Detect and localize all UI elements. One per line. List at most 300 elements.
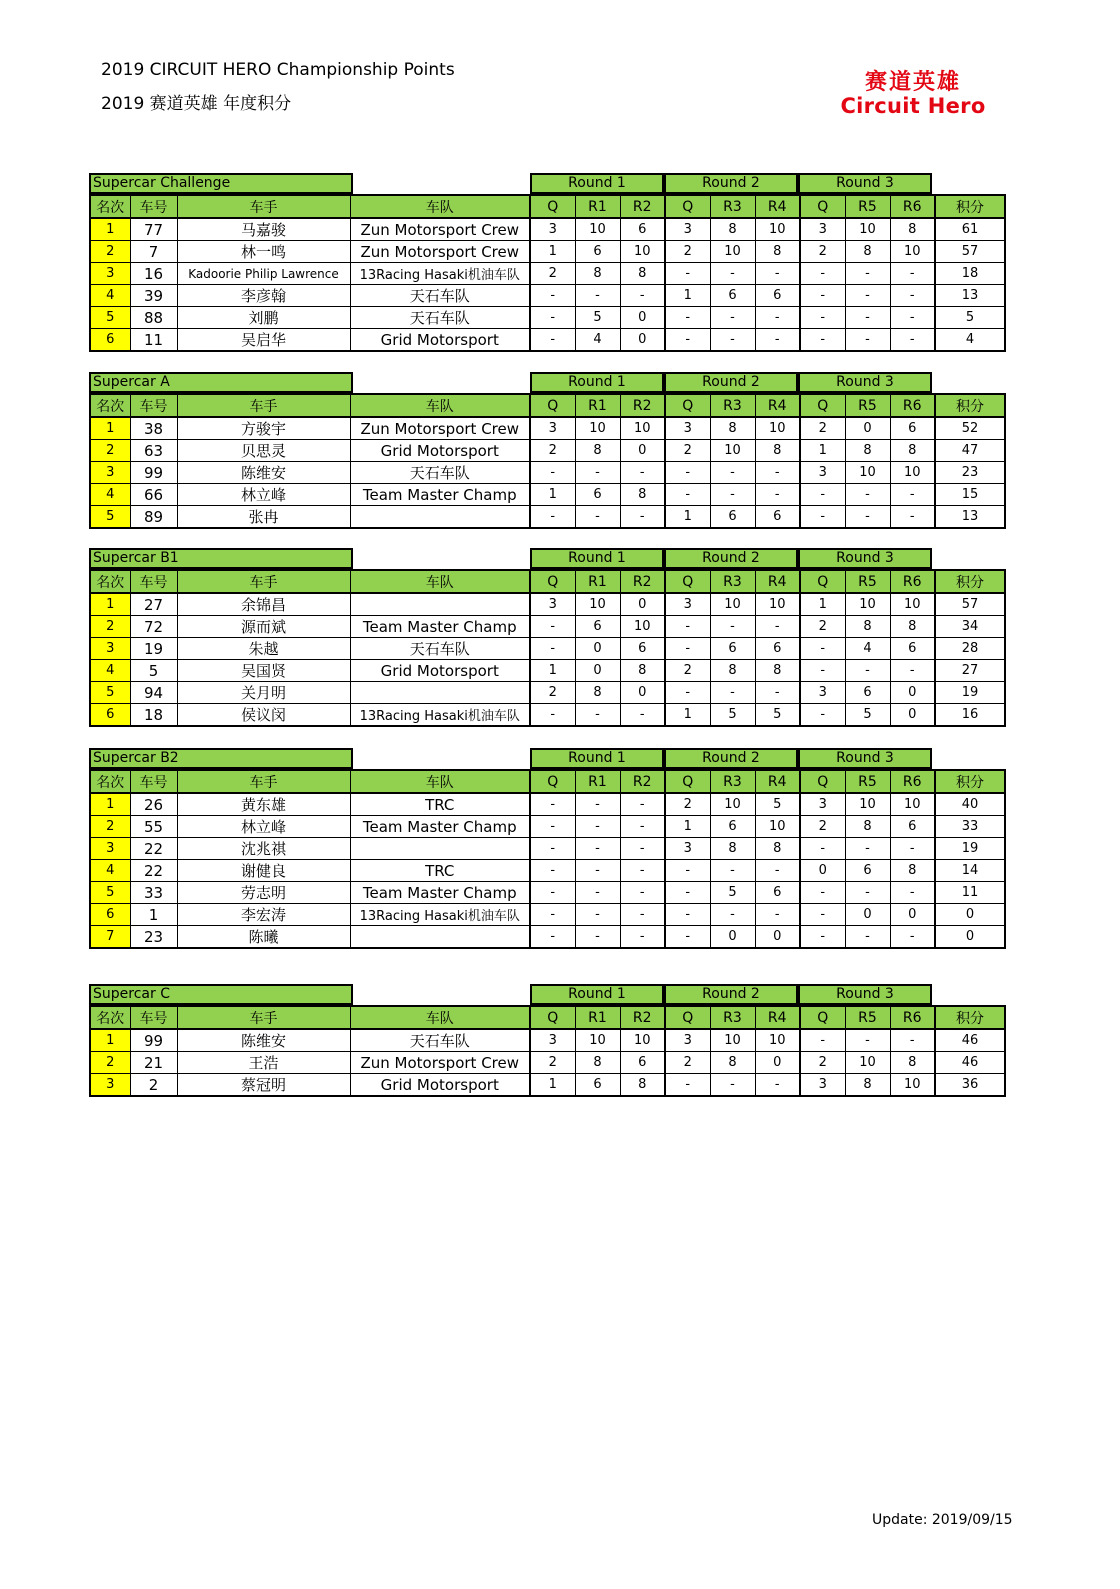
r3-cell: 6 [710,638,755,660]
team-cell: Grid Motorsport [350,660,530,682]
q1-cell: 2 [530,263,575,285]
q1-cell: - [530,638,575,660]
col-team-header: 车队 [350,1006,530,1029]
points-cell: 27 [935,660,1005,682]
col-q-header: Q [530,394,575,417]
car-number-cell: 11 [130,329,177,352]
r5-cell: - [845,926,890,949]
position-cell: 1 [90,218,130,241]
team-cell [350,506,530,529]
standings-section [89,748,1004,949]
r2-cell: - [620,838,665,860]
r3-cell: - [710,616,755,638]
col-q-header: Q [800,570,845,593]
table-row [90,616,1005,638]
r2-cell: - [620,462,665,484]
r6-cell: 10 [890,1074,935,1097]
r6-cell: - [890,660,935,682]
section-header [89,748,1004,769]
r6-cell: - [890,285,935,307]
col-team-header: 车队 [350,770,530,793]
q2-cell: 2 [665,440,710,462]
r2-cell: - [620,904,665,926]
col-q-header: Q [530,770,575,793]
q3-cell: 2 [800,816,845,838]
table-row [90,484,1005,506]
col-q-header: Q [530,195,575,218]
col-r4-header: R4 [755,770,800,793]
r1-cell: 6 [575,241,620,263]
section-header [89,548,1004,569]
team-cell [350,593,530,616]
points-cell: 57 [935,241,1005,263]
col-driver-header: 车手 [177,570,350,593]
points-cell: 18 [935,263,1005,285]
position-cell: 6 [90,329,130,352]
q1-cell: - [530,860,575,882]
table-row [90,241,1005,263]
round-3-header: Round 3 [798,372,932,393]
car-number-cell: 39 [130,285,177,307]
table-row [90,660,1005,682]
q2-cell: 3 [665,593,710,616]
r3-cell: - [710,484,755,506]
col-r2-header: R2 [620,770,665,793]
driver-cell: 李彦翰 [177,285,350,307]
table-row [90,904,1005,926]
q2-cell: - [665,329,710,352]
points-cell: 52 [935,417,1005,440]
r1-cell: - [575,816,620,838]
r1-cell: 8 [575,263,620,285]
driver-cell: 刘鹏 [177,307,350,329]
r5-cell: - [845,506,890,529]
team-cell: Zun Motorsport Crew [350,241,530,263]
r4-cell: 6 [755,638,800,660]
position-cell: 2 [90,1052,130,1074]
team-cell: 天石车队 [350,638,530,660]
driver-cell: 林立峰 [177,484,350,506]
round-1-header: Round 1 [530,372,664,393]
col-num-header: 车号 [130,1006,177,1029]
r4-cell: 8 [755,660,800,682]
driver-cell: 马嘉骏 [177,218,350,241]
r6-cell: 8 [890,616,935,638]
r5-cell: 6 [845,682,890,704]
round-3-header: Round 3 [798,748,932,769]
r3-cell: - [710,307,755,329]
r6-cell: - [890,329,935,352]
r5-cell: 0 [845,417,890,440]
car-number-cell: 99 [130,462,177,484]
col-r4-header: R4 [755,394,800,417]
q1-cell: - [530,704,575,727]
q3-cell: - [800,506,845,529]
col-r6-header: R6 [890,570,935,593]
r3-cell: - [710,1074,755,1097]
table-row [90,1052,1005,1074]
r5-cell: - [845,285,890,307]
q1-cell: 1 [530,660,575,682]
position-cell: 1 [90,793,130,816]
r2-cell: 0 [620,682,665,704]
q3-cell: - [800,1029,845,1052]
q1-cell: - [530,307,575,329]
team-cell: Zun Motorsport Crew [350,417,530,440]
driver-cell: 余锦昌 [177,593,350,616]
r4-cell: 0 [755,1052,800,1074]
table-row [90,682,1005,704]
col-points-header: 积分 [935,570,1005,593]
col-r6-header: R6 [890,1006,935,1029]
r5-cell: - [845,882,890,904]
r5-cell: 8 [845,440,890,462]
position-cell: 6 [90,904,130,926]
driver-cell: 贝思灵 [177,440,350,462]
team-cell: Grid Motorsport [350,1074,530,1097]
q3-cell: - [800,838,845,860]
q3-cell: - [800,307,845,329]
r6-cell: 6 [890,638,935,660]
points-cell: 19 [935,682,1005,704]
r6-cell: 6 [890,417,935,440]
col-q-header: Q [665,394,710,417]
r4-cell: 6 [755,285,800,307]
r2-cell: 8 [620,484,665,506]
q1-cell: - [530,329,575,352]
driver-cell: 吴启华 [177,329,350,352]
q2-cell: - [665,882,710,904]
round-1-header: Round 1 [530,548,664,569]
q1-cell: 3 [530,593,575,616]
col-r3-header: R3 [710,570,755,593]
r3-cell: 6 [710,816,755,838]
team-cell: Team Master Champ [350,484,530,506]
car-number-cell: 26 [130,793,177,816]
r6-cell: 10 [890,241,935,263]
r2-cell: 0 [620,307,665,329]
points-cell: 5 [935,307,1005,329]
q2-cell: 1 [665,816,710,838]
round-3-header: Round 3 [798,173,932,194]
position-cell: 5 [90,307,130,329]
col-r1-header: R1 [575,394,620,417]
col-r2-header: R2 [620,195,665,218]
q1-cell: - [530,506,575,529]
table-row [90,218,1005,241]
points-cell: 40 [935,793,1005,816]
q3-cell: 2 [800,417,845,440]
standings-section [89,548,1004,727]
table-header-row [90,570,1005,593]
q3-cell: 2 [800,616,845,638]
standings-table [89,194,1006,352]
points-cell: 46 [935,1029,1005,1052]
car-number-cell: 5 [130,660,177,682]
points-cell: 28 [935,638,1005,660]
r1-cell: - [575,882,620,904]
team-cell: 13Racing Hasaki机油车队 [350,904,530,926]
q2-cell: 3 [665,218,710,241]
r3-cell: 5 [710,882,755,904]
r1-cell: 10 [575,218,620,241]
q2-cell: 2 [665,241,710,263]
table-row [90,704,1005,727]
section-header [89,372,1004,393]
q1-cell: - [530,904,575,926]
col-r4-header: R4 [755,1006,800,1029]
q2-cell: - [665,904,710,926]
col-driver-header: 车手 [177,1006,350,1029]
q2-cell: 3 [665,1029,710,1052]
table-row [90,816,1005,838]
col-r5-header: R5 [845,770,890,793]
position-cell: 3 [90,638,130,660]
points-cell: 57 [935,593,1005,616]
table-row [90,838,1005,860]
points-cell: 13 [935,285,1005,307]
category-label: Supercar A [89,372,353,393]
r6-cell: 8 [890,1052,935,1074]
standings-section [89,173,1004,352]
r2-cell: 0 [620,440,665,462]
round-2-header: Round 2 [664,984,798,1005]
driver-cell: 劳志明 [177,882,350,904]
col-r1-header: R1 [575,770,620,793]
r6-cell: - [890,506,935,529]
position-cell: 2 [90,440,130,462]
r4-cell: 6 [755,882,800,904]
q1-cell: - [530,462,575,484]
col-r6-header: R6 [890,394,935,417]
q2-cell: - [665,263,710,285]
position-cell: 1 [90,593,130,616]
r3-cell: 10 [710,1029,755,1052]
category-label: Supercar B1 [89,548,353,569]
table-row [90,263,1005,285]
points-cell: 47 [935,440,1005,462]
r2-cell: 6 [620,1052,665,1074]
position-cell: 5 [90,682,130,704]
points-cell: 4 [935,329,1005,352]
r2-cell: 10 [620,616,665,638]
driver-cell: 侯议闵 [177,704,350,727]
car-number-cell: 88 [130,307,177,329]
r4-cell: - [755,263,800,285]
driver-cell: 关月明 [177,682,350,704]
round-3-header: Round 3 [798,548,932,569]
col-num-header: 车号 [130,394,177,417]
q1-cell: - [530,838,575,860]
col-q-header: Q [530,570,575,593]
driver-cell: 林一鸣 [177,241,350,263]
r4-cell: 10 [755,816,800,838]
position-cell: 2 [90,816,130,838]
points-cell: 34 [935,616,1005,638]
table-row [90,307,1005,329]
page-title-en: 2019 CIRCUIT HERO Championship Points [101,60,455,80]
r5-cell: 10 [845,1052,890,1074]
r6-cell: - [890,882,935,904]
points-cell: 19 [935,838,1005,860]
r2-cell: 0 [620,593,665,616]
points-cell: 13 [935,506,1005,529]
col-r6-header: R6 [890,770,935,793]
r3-cell: - [710,329,755,352]
q1-cell: - [530,793,575,816]
q3-cell: 1 [800,440,845,462]
q1-cell: 2 [530,682,575,704]
driver-cell: 方骏宇 [177,417,350,440]
position-cell: 3 [90,263,130,285]
position-cell: 4 [90,484,130,506]
table-row [90,593,1005,616]
r4-cell: - [755,616,800,638]
col-driver-header: 车手 [177,195,350,218]
points-cell: 16 [935,704,1005,727]
position-cell: 5 [90,506,130,529]
standings-table [89,1005,1006,1097]
position-cell: 6 [90,704,130,727]
team-cell: Team Master Champ [350,882,530,904]
q3-cell: 3 [800,1074,845,1097]
q2-cell: 2 [665,793,710,816]
r4-cell: 10 [755,1029,800,1052]
q2-cell: - [665,307,710,329]
r2-cell: - [620,285,665,307]
driver-cell: 谢健良 [177,860,350,882]
r5-cell: 8 [845,241,890,263]
col-pos-header: 名次 [90,770,130,793]
round-2-header: Round 2 [664,372,798,393]
q1-cell: - [530,285,575,307]
q1-cell: 3 [530,417,575,440]
col-r5-header: R5 [845,394,890,417]
table-row [90,462,1005,484]
table-row [90,638,1005,660]
car-number-cell: 72 [130,616,177,638]
r5-cell: - [845,263,890,285]
page-title-cn: 2019 赛道英雄 年度积分 [101,94,292,114]
col-team-header: 车队 [350,394,530,417]
r3-cell: 8 [710,1052,755,1074]
r5-cell: 5 [845,704,890,727]
r2-cell: - [620,793,665,816]
col-pos-header: 名次 [90,195,130,218]
q3-cell: - [800,660,845,682]
points-cell: 0 [935,926,1005,949]
car-number-cell: 99 [130,1029,177,1052]
q1-cell: - [530,926,575,949]
car-number-cell: 16 [130,263,177,285]
points-cell: 36 [935,1074,1005,1097]
r2-cell: 6 [620,218,665,241]
table-row [90,285,1005,307]
q2-cell: 3 [665,417,710,440]
car-number-cell: 21 [130,1052,177,1074]
standings-table [89,569,1006,727]
col-r4-header: R4 [755,570,800,593]
r2-cell: - [620,816,665,838]
q2-cell: 2 [665,660,710,682]
col-r1-header: R1 [575,195,620,218]
q1-cell: 3 [530,1029,575,1052]
team-cell: 13Racing Hasaki机油车队 [350,704,530,727]
col-r2-header: R2 [620,1006,665,1029]
q3-cell: 3 [800,682,845,704]
position-cell: 1 [90,417,130,440]
table-header-row [90,195,1005,218]
col-points-header: 积分 [935,770,1005,793]
car-number-cell: 89 [130,506,177,529]
car-number-cell: 23 [130,926,177,949]
q3-cell: 0 [800,860,845,882]
r6-cell: 10 [890,593,935,616]
q3-cell: 3 [800,793,845,816]
r3-cell: 8 [710,218,755,241]
round-2-header: Round 2 [664,548,798,569]
points-cell: 23 [935,462,1005,484]
q2-cell: 1 [665,506,710,529]
position-cell: 3 [90,462,130,484]
q2-cell: - [665,484,710,506]
r2-cell: 6 [620,638,665,660]
col-q-header: Q [800,394,845,417]
r2-cell: 8 [620,660,665,682]
r4-cell: 5 [755,704,800,727]
section-header [89,173,1004,194]
q2-cell: 3 [665,838,710,860]
r1-cell: 0 [575,660,620,682]
q2-cell: - [665,926,710,949]
round-1-header: Round 1 [530,984,664,1005]
position-cell: 4 [90,285,130,307]
r1-cell: 10 [575,593,620,616]
r3-cell: 5 [710,704,755,727]
driver-cell: Kadoorie Philip Lawrence [177,263,350,285]
position-cell: 5 [90,882,130,904]
col-pos-header: 名次 [90,570,130,593]
position-cell: 7 [90,926,130,949]
col-points-header: 积分 [935,195,1005,218]
team-cell: 天石车队 [350,1029,530,1052]
col-r1-header: R1 [575,570,620,593]
team-cell: Team Master Champ [350,616,530,638]
position-cell: 4 [90,660,130,682]
r4-cell: 8 [755,838,800,860]
r5-cell: 0 [845,904,890,926]
col-num-header: 车号 [130,195,177,218]
car-number-cell: 2 [130,1074,177,1097]
team-cell: Zun Motorsport Crew [350,1052,530,1074]
position-cell: 1 [90,1029,130,1052]
r3-cell: 10 [710,593,755,616]
team-cell: 13Racing Hasaki机油车队 [350,263,530,285]
q1-cell: 2 [530,1052,575,1074]
logo-cn-text: 赛道英雄 [864,70,961,95]
col-driver-header: 车手 [177,394,350,417]
r5-cell: - [845,660,890,682]
car-number-cell: 18 [130,704,177,727]
q2-cell: 1 [665,704,710,727]
r5-cell: 8 [845,616,890,638]
col-r6-header: R6 [890,195,935,218]
r2-cell: - [620,882,665,904]
r6-cell: - [890,926,935,949]
r1-cell: - [575,860,620,882]
driver-cell: 朱越 [177,638,350,660]
r4-cell: 0 [755,926,800,949]
